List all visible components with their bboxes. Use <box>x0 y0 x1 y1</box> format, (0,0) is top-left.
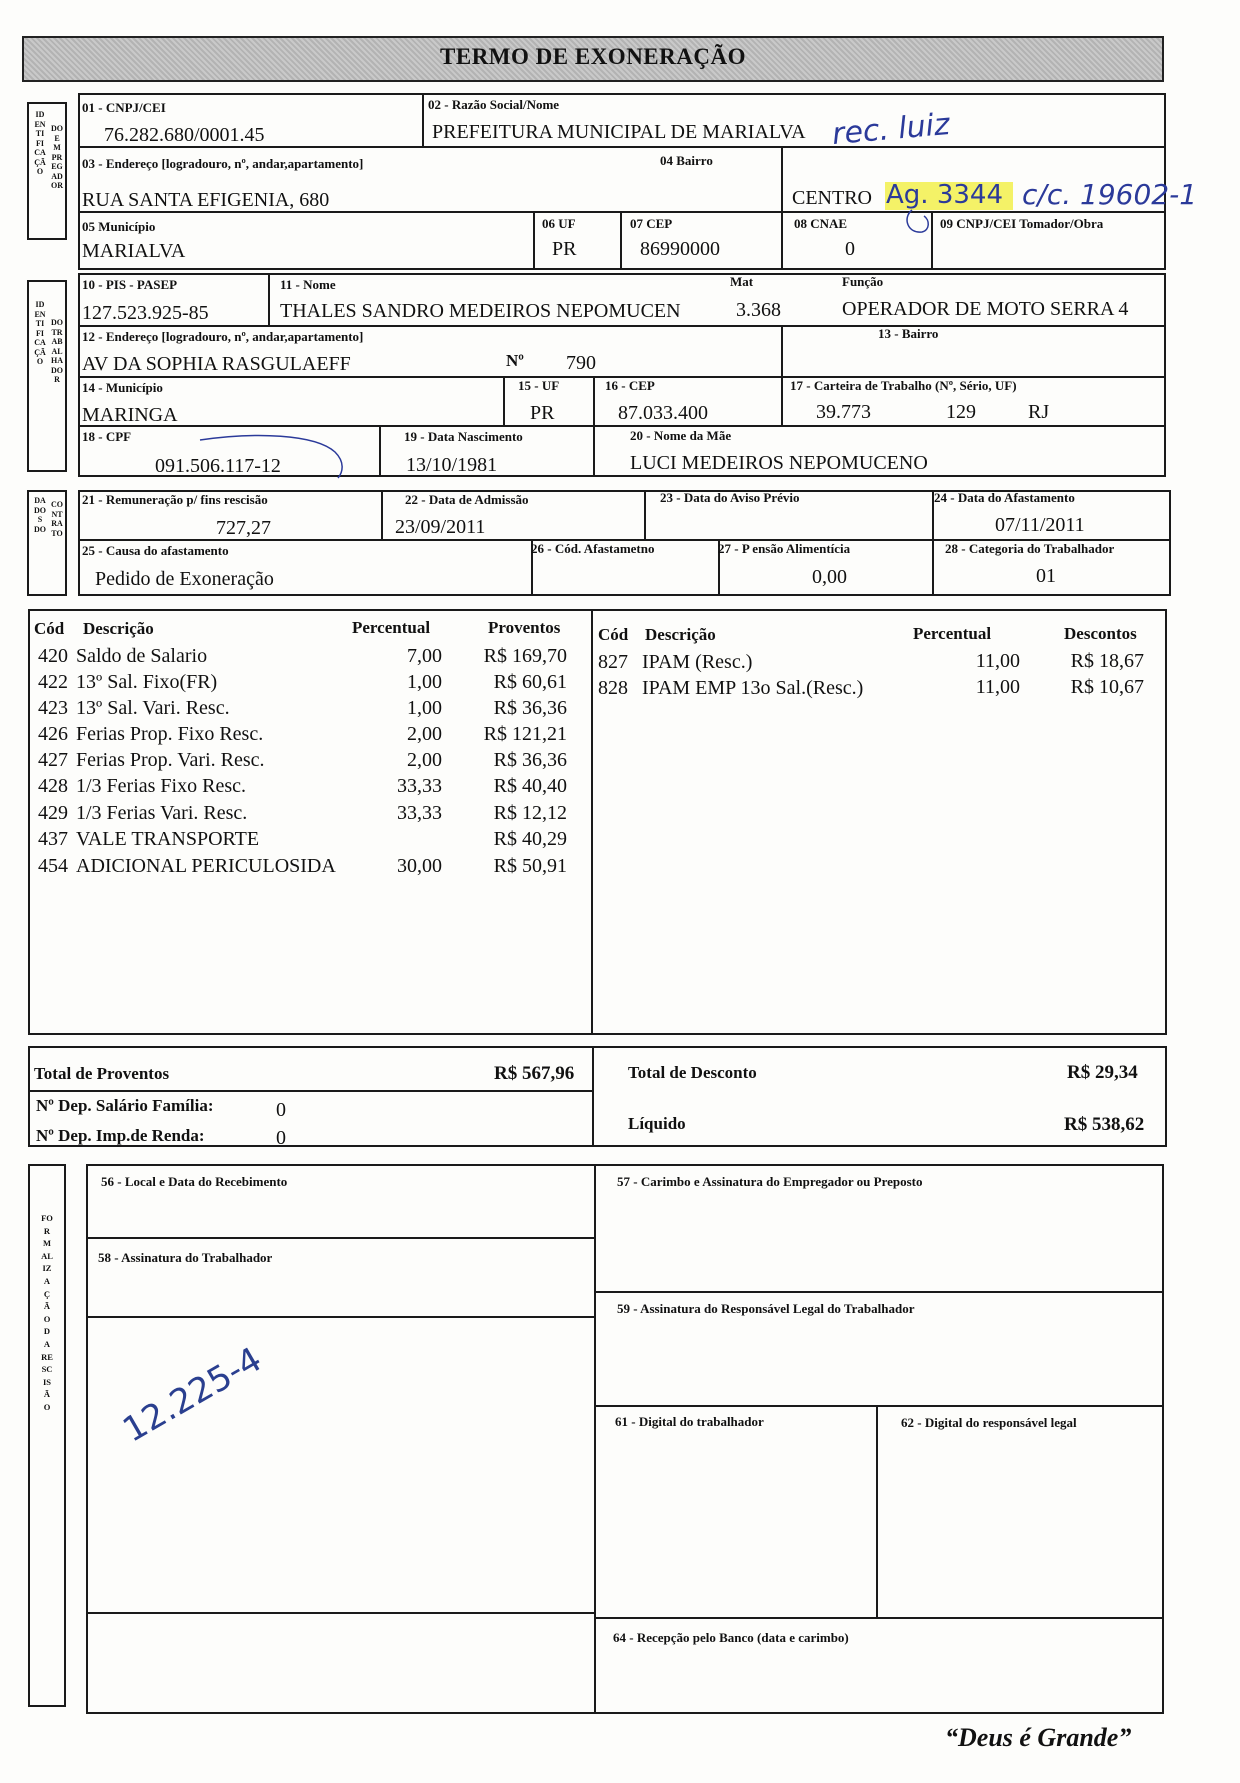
nome-label: 11 - Nome <box>280 277 336 292</box>
earnings-cod: 420 <box>38 645 68 667</box>
side-label-identificacao: IDENTIFICAÇÃO <box>34 110 46 176</box>
cpf-label: 18 - CPF <box>82 429 132 444</box>
mat-value: 3.368 <box>736 299 781 321</box>
endereco-value: RUA SANTA EFIGENIA, 680 <box>82 189 330 211</box>
deductions-cod-header: Cód <box>598 625 629 644</box>
ctps-num-value: 39.773 <box>816 401 871 423</box>
ctps-uf-value: RJ <box>1028 401 1050 423</box>
cnae-label: 08 CNAE <box>794 216 848 231</box>
adm-value: 23/09/2011 <box>395 516 486 538</box>
footer-motto: “Deus é Grande” <box>945 1723 1132 1752</box>
earnings-perc: 2,00 <box>407 723 442 745</box>
worker-endereco-label: 12 - Endereço [logradouro, nº, andar,apartamento] <box>82 329 364 344</box>
funcao-value: OPERADOR DE MOTO SERRA 4 <box>842 298 1129 320</box>
pen-stroke-cpf <box>195 432 355 482</box>
pis-label: 10 - PIS - PASEP <box>82 277 178 292</box>
side-label-contrato: CONTRATO <box>51 500 63 538</box>
earnings-desc: 1/3 Ferias Fixo Resc. <box>76 775 246 797</box>
mae-label: 20 - Nome da Mãe <box>630 428 732 443</box>
worker-endereco-value: AV DA SOPHIA RASGULAEFF <box>82 353 351 375</box>
field-64-label: 64 - Recepção pelo Banco (data e carimbo) <box>613 1630 849 1645</box>
field-61-label: 61 - Digital do trabalhador <box>615 1414 764 1429</box>
ctps-serie-value: 129 <box>946 401 976 423</box>
side-label-identificacao-2: IDENTIFICAÇÃO <box>34 300 46 366</box>
earnings-val: R$ 40,40 <box>493 775 567 797</box>
earnings-cod-header: Cód <box>34 619 65 638</box>
earnings-cod: 427 <box>38 749 68 771</box>
earnings-perc: 33,33 <box>397 775 442 797</box>
endereco-label: 03 - Endereço [logradouro, nº, andar,apartamento] <box>82 156 364 171</box>
earnings-val: R$ 36,36 <box>493 749 567 771</box>
earnings-desc: 13º Sal. Fixo(FR) <box>76 671 218 693</box>
deductions-val: R$ 10,67 <box>1070 676 1144 698</box>
side-label-trabalhador: DO TRABALHADOR <box>51 318 63 384</box>
bairro-label: 04 Bairro <box>660 153 713 168</box>
earnings-val: R$ 40,29 <box>493 828 567 850</box>
earnings-perc-header: Percentual <box>352 618 431 637</box>
earnings-cod: 437 <box>38 828 68 850</box>
handwritten-rec: rec. luiz <box>830 106 952 153</box>
worker-uf-label: 15 - UF <box>518 378 560 393</box>
worker-bairro-label: 13 - Bairro <box>878 326 939 341</box>
side-label-formalizacao: FORMALIZAÇÃO DA RESCISÃO <box>41 1213 53 1412</box>
adm-label: 22 - Data de Admissão <box>405 492 529 507</box>
deductions-desc: IPAM EMP 13o Sal.(Resc.) <box>642 677 864 699</box>
deductions-perc: 11,00 <box>975 650 1020 672</box>
earnings-val: R$ 36,36 <box>493 697 567 719</box>
side-label-dados: DADOS DO <box>34 496 46 534</box>
imp-renda-label: Nº Dep. Imp.de Renda: <box>36 1126 205 1145</box>
cpf-value: 091.506.117-12 <box>155 455 281 477</box>
deductions-val-header: Descontos <box>1064 624 1137 643</box>
worker-cep-label: 16 - CEP <box>605 378 655 393</box>
sal-fam-label: Nº Dep. Salário Família: <box>36 1096 214 1115</box>
handwritten-account: c/c. 19602-1 <box>1022 178 1198 211</box>
causa-value: Pedido de Exoneração <box>95 568 274 590</box>
deductions-perc: 11,00 <box>975 676 1020 698</box>
field-59-label: 59 - Assinatura do Responsável Legal do Trabalhador <box>617 1301 915 1316</box>
deductions-val: R$ 18,67 <box>1070 650 1144 672</box>
rem-value: 727,27 <box>216 517 271 539</box>
deductions-cod: 827 <box>598 651 628 673</box>
earnings-cod: 454 <box>38 855 68 877</box>
earnings-desc: 13º Sal. Vari. Resc. <box>76 697 230 719</box>
earnings-desc-header: Descrição <box>83 619 154 638</box>
uf-value: PR <box>552 238 577 260</box>
page-title: TERMO DE EXONERAÇÃO <box>440 44 746 69</box>
causa-label: 25 - Causa do afastamento <box>82 543 229 558</box>
earnings-cod: 422 <box>38 671 68 693</box>
ctps-label: 17 - Carteira de Trabalho (Nº, Sério, UF) <box>790 378 1017 393</box>
total-desconto-value: R$ 29,34 <box>1067 1062 1138 1083</box>
earnings-val: R$ 60,61 <box>493 671 567 693</box>
earnings-cod: 426 <box>38 723 68 745</box>
deductions-desc: IPAM (Resc.) <box>642 651 753 673</box>
earnings-desc: ADICIONAL PERICULOSIDA <box>76 855 336 877</box>
earnings-cod: 423 <box>38 697 68 719</box>
earnings-val: R$ 12,12 <box>493 802 567 824</box>
numero-value: 790 <box>566 352 596 374</box>
cep-value: 86990000 <box>640 238 720 260</box>
municipio-value: MARIALVA <box>82 240 186 262</box>
field-62-label: 62 - Digital do responsável legal <box>901 1415 1077 1430</box>
cnpj-value: 76.282.680/0001.45 <box>104 124 265 146</box>
earnings-val: R$ 121,21 <box>483 723 567 745</box>
pensao-label: 27 - P ensão Alimentícia <box>718 541 851 556</box>
earnings-perc: 1,00 <box>407 671 442 693</box>
mat-label: Mat <box>730 274 754 289</box>
deductions-desc-header: Descrição <box>645 625 716 644</box>
total-proventos-label: Total de Proventos <box>34 1064 170 1083</box>
handwritten-number: 12.225-4 <box>116 1339 269 1451</box>
total-desconto-label: Total de Desconto <box>628 1063 757 1082</box>
afast-label: 24 - Data do Afastamento <box>934 490 1075 505</box>
earnings-cod: 429 <box>38 802 68 824</box>
earnings-desc: Ferias Prop. Fixo Resc. <box>76 723 264 745</box>
nome-value: THALES SANDRO MEDEIROS NEPOMUCEN <box>280 300 681 322</box>
earnings-desc: Ferias Prop. Vari. Resc. <box>76 749 265 771</box>
earnings-cod: 428 <box>38 775 68 797</box>
worker-cep-value: 87.033.400 <box>618 402 708 424</box>
municipio-label: 05 Município <box>82 219 156 234</box>
liquido-value: R$ 538,62 <box>1064 1114 1145 1135</box>
funcao-label: Função <box>842 274 884 289</box>
earnings-val: R$ 169,70 <box>483 645 567 667</box>
razao-value: PREFEITURA MUNICIPAL DE MARIALVA <box>432 121 806 143</box>
earnings-desc: 1/3 Ferias Vari. Resc. <box>76 802 248 824</box>
cnae-value: 0 <box>845 238 855 260</box>
field-56-label: 56 - Local e Data do Recebimento <box>101 1174 288 1189</box>
pis-value: 127.523.925-85 <box>82 302 209 324</box>
pen-stroke-cnae <box>900 208 940 238</box>
liquido-label: Líquido <box>628 1114 686 1133</box>
nasc-label: 19 - Data Nascimento <box>404 429 523 444</box>
earnings-perc: 2,00 <box>407 749 442 771</box>
pensao-value: 0,00 <box>812 566 847 588</box>
deductions-cod: 828 <box>598 677 628 699</box>
cat-label: 28 - Categoria do Trabalhador <box>945 541 1115 556</box>
cep-label: 07 CEP <box>630 216 673 231</box>
earnings-val: R$ 50,91 <box>493 855 567 877</box>
mae-value: LUCI MEDEIROS NEPOMUCENO <box>630 452 928 474</box>
earnings-perc: 33,33 <box>397 802 442 824</box>
earnings-perc: 30,00 <box>397 855 442 877</box>
earnings-desc: VALE TRANSPORTE <box>76 828 260 850</box>
bairro-value: CENTRO <box>792 187 872 209</box>
earnings-desc: Saldo de Salario <box>76 645 208 667</box>
numero-label: Nº <box>506 351 524 370</box>
afast-value: 07/11/2011 <box>995 514 1085 536</box>
worker-municipio-value: MARINGA <box>82 404 178 426</box>
total-proventos-value: R$ 567,96 <box>494 1063 575 1084</box>
rem-label: 21 - Remuneração p/ fins rescisão <box>82 492 268 507</box>
sal-fam-value: 0 <box>276 1099 286 1121</box>
cnpj-label: 01 - CNPJ/CEI <box>82 100 166 115</box>
uf-label: 06 UF <box>542 216 576 231</box>
cat-value: 01 <box>1036 565 1056 587</box>
tomador-label: 09 CNPJ/CEI Tomador/Obra <box>940 216 1104 231</box>
earnings-perc: 7,00 <box>407 645 442 667</box>
worker-municipio-label: 14 - Município <box>82 380 163 395</box>
field-58-label: 58 - Assinatura do Trabalhador <box>98 1250 273 1265</box>
field-57-label: 57 - Carimbo e Assinatura do Empregador ou Preposto <box>617 1174 923 1189</box>
deductions-perc-header: Percentual <box>913 624 992 643</box>
worker-uf-value: PR <box>530 402 555 424</box>
cod-afast-label: 26 - Cód. Afastametno <box>531 541 655 556</box>
handwritten-agency: Ag. 3344 <box>886 180 1003 210</box>
nasc-value: 13/10/1981 <box>406 454 498 476</box>
imp-renda-value: 0 <box>276 1127 286 1149</box>
earnings-val-header: Proventos <box>488 618 561 637</box>
title-bar <box>22 36 1164 82</box>
razao-label: 02 - Razão Social/Nome <box>428 97 560 112</box>
side-label-empregador: DO EMPREGADOR <box>51 124 63 190</box>
earnings-perc: 1,00 <box>407 697 442 719</box>
aviso-label: 23 - Data do Aviso Prévio <box>660 490 800 505</box>
